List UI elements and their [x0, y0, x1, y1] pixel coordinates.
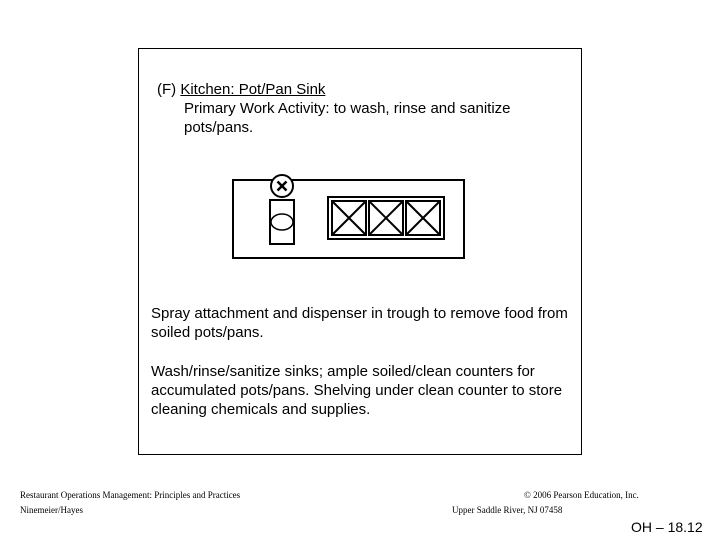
sanitize-compartment [406, 201, 440, 235]
book-title: Restaurant Operations Management: Principles and Practices [20, 490, 241, 500]
three-compartment-sink [328, 197, 444, 239]
publisher-location: Upper Saddle River, NJ 07458 [452, 505, 563, 515]
spray-faucet-icon [271, 175, 293, 197]
section-heading [157, 80, 325, 99]
copyright: © 2006 Pearson Education, Inc. [524, 490, 639, 500]
rinse-compartment [369, 201, 403, 235]
pre-rinse-trough [270, 200, 294, 244]
section-code: (F) [157, 81, 177, 98]
section-title: Kitchen: Pot/Pan Sink [180, 81, 326, 98]
wash-compartment [332, 201, 366, 235]
book-authors: Ninemeier/Hayes [20, 505, 83, 515]
slide-number: OH – 18.12 [631, 519, 703, 535]
drain-icon [271, 214, 293, 230]
sink-description: Wash/rinse/sanitize sinks; ample soiled/clean counters for accumulated pots/pans. Shelving under clean counter to store cleaning chemicals and supplies. [151, 363, 563, 418]
spray-description: Spray attachment and dispenser in trough to remove food from soiled pots/pans. [151, 305, 568, 341]
pot-pan-sink-diagram [232, 172, 468, 264]
footer-left [20, 488, 240, 518]
primary-work-activity: Primary Work Activity: to wash, rinse and sanitize pots/pans. [184, 100, 511, 136]
footer-right [452, 488, 639, 518]
